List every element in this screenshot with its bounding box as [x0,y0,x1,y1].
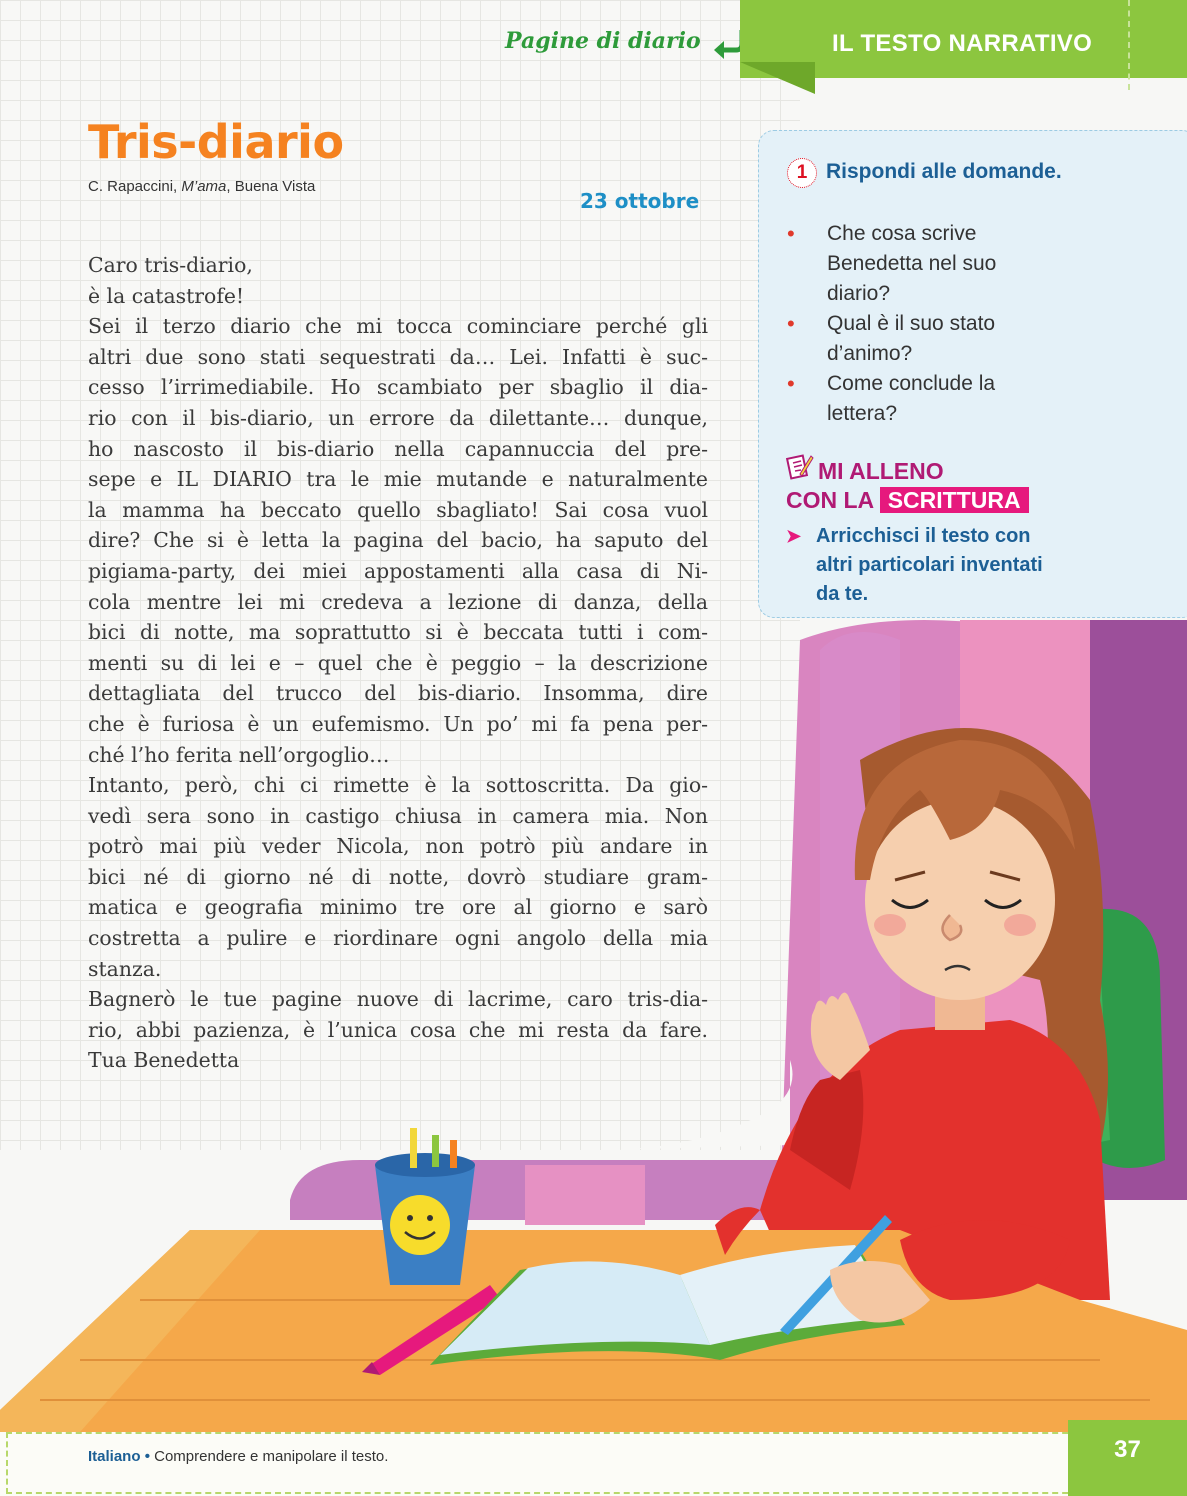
bullet-icon: • [787,221,795,246]
footer-caption [88,1448,388,1465]
margin-divider [1128,0,1130,90]
text-line: matica e geografia minimo tre ore al giorno e sarò [88,895,708,920]
chapter-band-tail [740,62,815,94]
question-line: lettera? [827,402,898,425]
question-line: Come conclude la [827,372,996,395]
text-line: Caro tris-diario, [88,253,253,277]
text-line: sepe e IL DIARIO tra le mie mutande e naturalmente [88,467,708,492]
writing-section-title [786,457,1029,515]
text-line: Tua Benedetta [88,1048,240,1073]
text-line: Bagnerò le tue pagine nuove di lacrime, caro tris-dia- [88,987,708,1012]
text-line: Intanto, però, chi ci rimette è la sottoscritta. Da gio- [88,773,708,798]
source-credit [88,178,315,195]
chapter-title: IL TESTO NARRATIVO [832,30,1093,57]
bullet-icon: • [787,371,795,396]
exercise-number: 1 [787,158,817,188]
question-line: Benedetta nel suo [827,252,997,275]
text-line: cesso l’irrimediabile. Ho scambiato per sbaglio il dia- [88,375,708,400]
credit-publisher: , Buena Vista [226,178,316,195]
exercise-title: Rispondi alle domande. [826,160,1062,183]
text-line: che è furiosa è un eufemismo. Un po’ mi fa pena per- [88,711,708,736]
text-line: pigiama-party, dei miei appostamenti alla casa di Ni- [88,558,708,583]
text-line: Sei il terzo diario che mi tocca cominciare perché gli [88,314,708,339]
writing-title-line1: MI ALLENO [818,458,944,484]
writing-task [786,522,1076,609]
text-line: ché l’ho ferita nell’orgoglio… [88,742,390,767]
diary-text [88,250,708,1076]
text-line: dettagliata del trucco del bis-diario. Insomma, dire [88,681,708,706]
text-line: dire? Che si è letta la pagina del bacio, ha saputo del [88,528,708,553]
text-line: menti su di lei e – quel che è peggio – la descrizione [88,650,708,675]
writing-title-highlight: SCRITTURA [880,487,1029,513]
text-line: rio con il bis-diario, un errore da dilettante… dunque, [88,405,708,430]
question-line: d’animo? [827,342,913,365]
text-line: cola mentre lei mi credeva a lezione di danza, della [88,589,708,614]
credit-book: M’ama [181,178,227,195]
text-line: bici né di giorno né di notte, dovrò studiare gram- [88,864,708,889]
page-number: 37 [1114,1436,1141,1463]
writing-title-prefix: CON LA [786,487,874,513]
question-item [787,219,1047,309]
text-line: è la catastrofe! [88,283,245,308]
writing-task-line: Arricchisci il testo con [816,525,1031,547]
section-title: Pagine di diario [505,28,701,54]
writing-title-line2 [786,486,1029,515]
footer-description: Comprendere e manipolare il testo. [149,1448,389,1465]
text-line: ho nascosto il bis-diario nella capannuccia del pre- [88,436,708,461]
text-line: costretta a pulire e riordinare ogni angolo della mia [88,926,708,951]
footer-bullet: • [144,1448,150,1465]
credit-author: C. Rapaccini, [88,178,182,195]
page-title: Tris-diario [88,115,344,169]
text-line: potrò mai più veder Nicola, non potrò più andare in [88,834,708,859]
question-item [787,309,1047,369]
question-line: Che cosa scrive [827,222,977,245]
writing-task-line: altri particolari inventati [816,554,1043,576]
text-line: rio, abbi pazienza, è l’unica cosa che mi resta da fare. [88,1017,708,1042]
question-line: Qual è il suo stato [827,312,996,335]
question-line: diario? [827,282,891,305]
footer-subject: Italiano [88,1448,141,1465]
arrow-right-icon: ➤ [786,526,802,546]
bullet-icon: • [787,311,795,336]
diary-date: 23 ottobre [580,189,700,213]
question-item [787,369,1047,429]
writing-task-line: da te. [816,583,869,605]
text-line: vedì sera sono in castigo chiusa in camera mia. Non [88,803,708,828]
text-line: la mamma ha beccato quello sbagliato! Sai cosa vuol [88,497,708,522]
text-line: bici di notte, ma soprattutto si è beccata tutti i com- [88,620,708,645]
text-line: stanza. [88,956,162,981]
text-line: altri due sono stati sequestrati da… Lei. Infatti è suc- [88,344,708,369]
